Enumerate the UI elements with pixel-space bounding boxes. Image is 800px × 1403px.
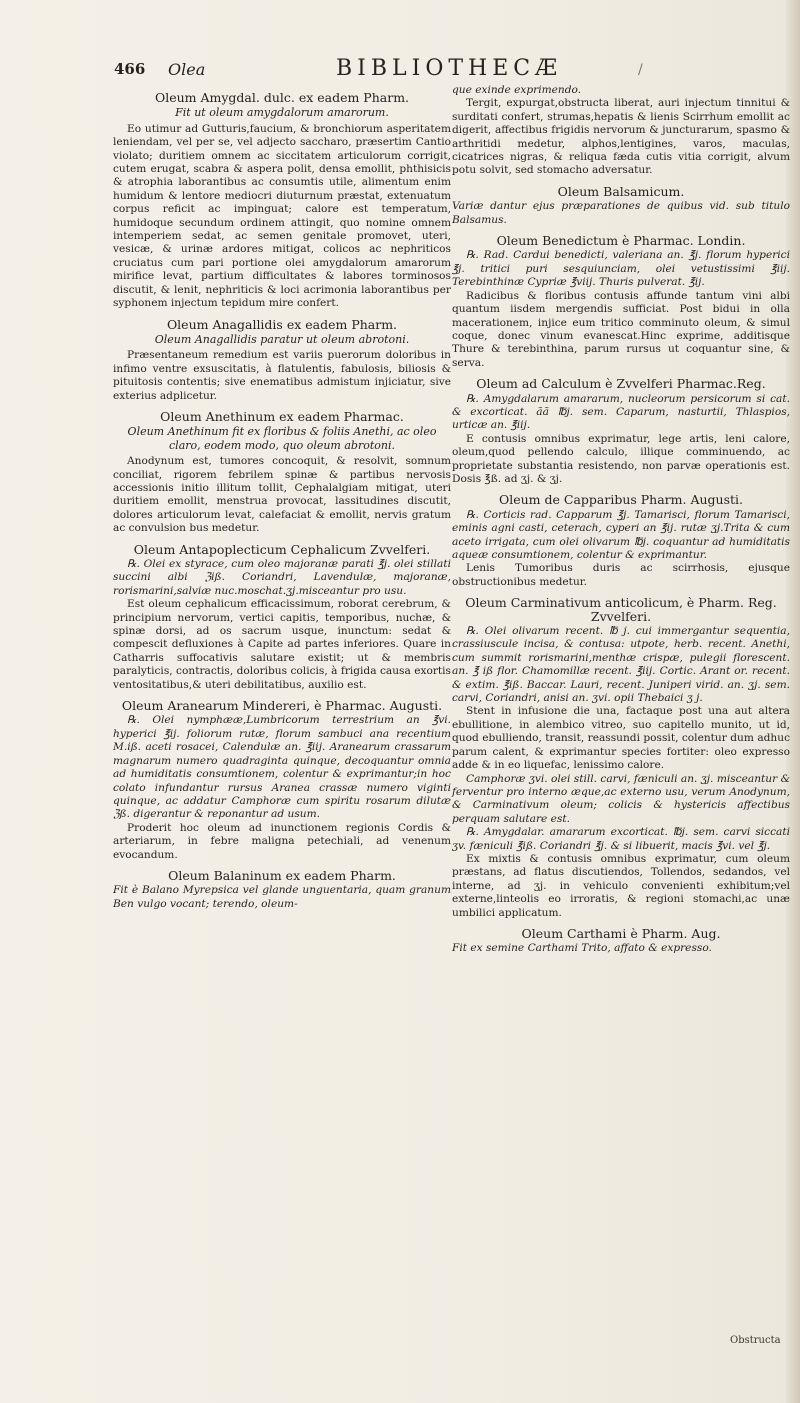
body-paragraph: Est oleum cephalicum efficacissimum, roborat cerebrum, & principium nervorum, vertici capitis, temporibus, nuchæ, & spinæ dorsi, ad os sacrum usque, inunctum: sedat & compescit defluxiones à Capite ad partes inferiores. Quare in Catharris suffocativis salutare existit; ut & membris paralyticis, contractis, doloribus colicis, à frigida causa exortis ventositatibus,& uteri debilitatibus, auxilio est. bbox=[113, 598, 451, 691]
recipe-text: ℞. Olei nymphææ,Lumbricorum terrestrium an ℥vi. hyperici ℥ij. foliorum rutæ, florum sambuci ana recentium M.iß. aceti rosacei, Calendulæ an. ℥iij. Aranearum crassarum magnarum numero quadraginta quinque, decoquantur omnia ad humiditatis consumtionem, colentur & exprimantur;in hoc colato infundantur rursus Aranea crassæ numero viginti quinque, ac addatur Camphoræ cum spiritu rosarum dilutæ ℨß. digerantur & reponantur ad usum. bbox=[113, 714, 451, 821]
right-column bbox=[452, 84, 790, 956]
running-head: Olea bbox=[168, 60, 206, 79]
body-paragraph: Anodynum est, tumores concoquit, & resolvit, somnum conciliat, rigorem febrilem spinæ & partibus nervosis accessionis initio illitum tollit, Cephalalgiam mitigat, uteri duritiem emollit, menstrua provocat, lassitudines discutit, dolores articulorum levat, calefaciat & emollit, nervis gratum ac convulsion bus medetur. bbox=[113, 455, 451, 535]
section-subheading: Oleum Anagallidis paratur ut oleum abrotoni. bbox=[154, 332, 410, 346]
section-heading: Oleum Benedictum è Pharmac. Londin. bbox=[496, 233, 746, 249]
section-heading: Oleum Carminativum anticolicum, è Pharm. Reg. Zvvelferi. bbox=[465, 595, 777, 624]
section-heading: Oleum Aranearum Mindereri, è Pharmac. Augusti. bbox=[121, 698, 443, 714]
recipe-text: Fit è Balano Myrepsica vel glande unguentaria, quam granum Ben vulgo vocant; terendo, oleum- bbox=[113, 884, 451, 910]
page-number: 466 bbox=[114, 60, 146, 78]
recipe-text: Variæ dantur ejus præparationes de quibus vid. sub titulo Balsamus. bbox=[452, 200, 790, 226]
section-heading: Oleum Anagallidis ex eadem Pharm. bbox=[166, 316, 398, 332]
section-heading: Oleum Balaninum ex eadem Pharm. bbox=[168, 867, 396, 883]
catchword: Obstructa bbox=[730, 1335, 781, 1346]
page-header bbox=[114, 56, 784, 86]
section-heading: Oleum Balsamicum. bbox=[557, 183, 685, 199]
body-paragraph: Præsentaneum remedium est variis puerorum doloribus in infimo ventre exsuscitatis, à flatulentis, fabulosis, biliosis & pituitosis contentis; sive enematibus admistum injiciatur, sive exterius adplicetur. bbox=[113, 349, 451, 402]
page-title: BIBLIOTHECÆ bbox=[336, 56, 563, 81]
section-heading: Oleum Carthami è Pharm. Aug. bbox=[521, 925, 721, 941]
recipe-text: Camphoræ ʒvi. olei still. carvi, fæniculi an. ʒj. misceantur & ferventur pro interno æque,ac externo usu, verum Anodynum, & Carminativum oleum; colicis & hystericis affectibus perquam salutare est. bbox=[452, 772, 790, 825]
recipe-text: ℞. Rad. Cardui benedicti, valeriana an. ℥j. florum hyperici ℥j. tritici puri sesquiunciam, olei vetustissimi ℥iij. Terebinthinæ Cypriæ ℥viij. Thuris pulverat. ℥ij. bbox=[452, 249, 790, 289]
body-paragraph: Lenis Tumoribus duris ac scirrhosis, ejusque obstructionibus medetur. bbox=[452, 562, 790, 588]
recipe-text: ℞. Corticis rad. Capparum ℥j. Tamarisci, florum Tamarisci, eminis agni casti, ceterach, cyperi an ℥ij. rutæ ʒj.Trita & cum aceto irrigata, cum olei olivarum ℔j. coquantur ad humiditatis aqueæ consumtionem, colentur & exprimantur. bbox=[452, 508, 790, 561]
section-heading: Oleum Antapoplecticum Cephalicum Zvvelferi. bbox=[133, 541, 431, 557]
recipe-text: ℞. Amygdalarum amararum, nucleorum persicorum si cat. & excorticat. ãã ℔j. sem. Caparum, nasturtii, Thlaspios, urticæ an. ℥iij. bbox=[452, 392, 790, 432]
body-paragraph: Proderit hoc oleum ad inunctionem regionis Cordis & arteriarum, in febre maligna petechiali, ad venenum evocandum. bbox=[113, 821, 451, 861]
recipe-text: Fit ex semine Carthami Trito, affato & expresso. bbox=[452, 942, 712, 955]
left-column bbox=[113, 84, 451, 911]
header-mark: / bbox=[638, 62, 643, 78]
section-heading: Oleum Amygdal. dulc. ex eadem Pharm. bbox=[154, 90, 410, 105]
body-paragraph: Stent in infusione die una, factaque post una aut altera ebullitione, in alembico vitreo, suo capitello munito, ut id, quod ebulliendo, transit, reassundi possit, colentur dum adhuc parum calent, & exprimantur species fortiter: oleo expresso adde & in eo liquefac, lenissimo calore. bbox=[452, 705, 790, 772]
recipe-text: ℞. Olei olivarum recent. ℔ j. cui immergantur sequentia, crassiuscule incisa, & contusa: utpote, herb. recent. Anethi, cum summit rorismarini,menthæ crispæ, pulegii florescent. an. ℥ iß flor. Chamomillæ recent. ℥iij. Cortic. Arant or. recent. & extim. ℥iß. Baccar. Lauri, recent. Juniperi virid. an. ʒj. sem. carvi, Coriandri, anisi an. ʒvi. opii Thebaici ʒ j. bbox=[452, 625, 790, 705]
body-paragraph: Tergit, expurgat,obstructa liberat, auri injectum tinnitui & surditati confert, strumas,hepatis & lienis Scirrhum emollit ac digerit, affectibus frigidis nervorum & juncturarum, spasmo & arthritidi medetur, alphos,lentigines, varos, maculas, cicatrices nigras, & reliqua fæda cutis vitia corrigit, alvum potu solvit, sed stomacho adversatur. bbox=[452, 97, 790, 177]
body-paragraph: Radicibus & floribus contusis affunde tantum vini albi quantum iisdem mergendis sufficiat. Post bidui in olla macerationem, injice eum tritico comminuto oleum, & simul coque, donec vinum evanescat.Hinc exprime, additisque Thure & terebinthina, parum rursus ut coquantur sine, & serva. bbox=[452, 289, 790, 369]
section-heading: Oleum ad Calculum è Zvvelferi Pharmac.Reg. bbox=[476, 376, 766, 392]
recipe-text: ℞. Olei ex styrace, cum oleo majoranæ parati ℥j. olei stillati succini albi ℨiß. Coriandri, Lavendulæ, majoranæ, rorismarini,salviæ nuc.moschat.ʒj.misceantur pro usu. bbox=[113, 558, 451, 597]
section-heading: Oleum Anethinum ex eadem Pharmac. bbox=[160, 408, 404, 424]
body-paragraph: Ex mixtis & contusis omnibus exprimatur, cum oleum præstans, ad flatus discutiendos, Tollendos, sedandos, vel interne, ad ʒj. in vehiculo convenienti exhibitum;vel externe,linteolis eo irroratis, & regioni stomachi,ac unæ umbilici applicatum. bbox=[452, 852, 790, 919]
section-subheading: Fit ut oleum amygdalorum amarorum. bbox=[175, 106, 389, 120]
body-paragraph: Eo utimur ad Gutturis,faucium, & bronchiorum asperitatem leniendam, vel per se, vel adjecto saccharo, præsertim Cantio violato; duritiem omnem ac siccitatem articulorum corrigit, cutem erugat, scabra & aspera polit, densa emollit, phthisicis & atrophia laborantibus ac consumtis utile, alimentum enim humidum & lentore mediocri diuturnum præstat, extenuatum corpus reficit ac impinguat; calore est temperatum, humidoque secundum ordinem attingit, quo nomine omnem intemperiem sedat, ac semen genitale promovet, uteri, vesicæ, & urinæ ardores mitigat, colicos ac nephriticos cruciatus cum pari portione olei amygdalorum amarorum mirifice levat, partium difficultates & labores torminosos discutit, & lenit, nephriticis & loci acrimonia laborantibus per syphonem injectum tepidum mire confert. bbox=[113, 122, 451, 310]
section-heading: Oleum de Capparibus Pharm. Augusti. bbox=[498, 492, 743, 508]
recipe-text: ℞. Amygdalar. amararum excorticat. ℔j. sem. carvi siccati ʒv. fæniculi ℥iß. Coriandri ℥j. & si libuerit, macis ℥vi. vel ℥j. bbox=[452, 826, 790, 852]
body-paragraph: E contusis omnibus exprimatur, lege artis, leni calore, oleum,quod pellendo calculo, illique comminuendo, ac proprietate substantia resistendo, non parvæ operationis est. Dosis ℥ß. ad ʒj. & ʒj. bbox=[452, 432, 790, 485]
recipe-text: que exinde exprimendo. bbox=[452, 84, 582, 96]
section-subheading: Oleum Anethinum fit ex floribus & foliis Anethi, ac oleo claro, eodem modo, quo oleum abrotoni. bbox=[127, 425, 437, 452]
